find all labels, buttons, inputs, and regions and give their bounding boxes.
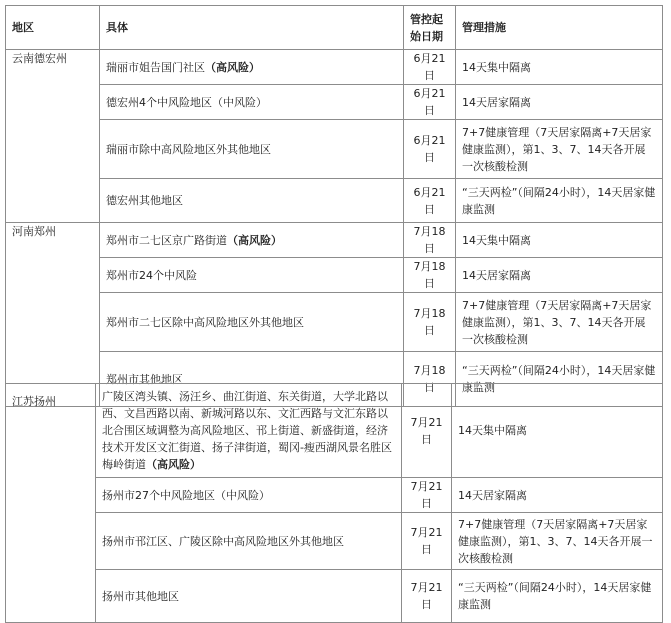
- table-row: [6, 50, 663, 85]
- table-row: [6, 223, 663, 258]
- region-label: 云南德宏州: [12, 52, 67, 65]
- measure-cell: 14天居家隔离: [452, 478, 663, 513]
- detail-cell: 瑞丽市姐告国门社区（高风险）: [100, 50, 404, 85]
- region-cell-empty: [6, 478, 96, 513]
- date-cell: 6月21日: [404, 85, 456, 120]
- measure-cell: 7+7健康管理（7天居家隔离+7天居家健康监测），第1、3、7、14天各开展一次核酸检测: [456, 293, 663, 352]
- date-cell: 6月21日: [404, 120, 456, 179]
- detail-cell: 扬州市其他地区: [96, 570, 402, 623]
- detail-cell: 扬州市邗江区、广陵区除中高风险地区外其他地区: [96, 513, 402, 570]
- region-cell-empty: [6, 120, 100, 179]
- detail-cell: 郑州市其他地区: [100, 352, 404, 407]
- region-cell-empty: [6, 85, 100, 120]
- header-measure: 管理措施: [456, 6, 663, 50]
- measure-cell: 7+7健康管理（7天居家隔离+7天居家健康监测），第1、3、7、14天各开展一次核酸检测: [452, 513, 663, 570]
- date-cell: 7月18日: [404, 352, 456, 407]
- region-label: 江苏扬州: [12, 395, 56, 408]
- measure-cell: 14天居家隔离: [456, 258, 663, 293]
- detail-cell: 郑州市二七区除中高风险地区外其他地区: [100, 293, 404, 352]
- table-row: [6, 120, 663, 179]
- table-row: [6, 384, 663, 478]
- table-row: [6, 570, 663, 623]
- table-row: [6, 293, 663, 352]
- date-cell: 7月18日: [404, 258, 456, 293]
- region-cell-empty: [6, 513, 96, 570]
- risk-label: （高风险）: [205, 60, 260, 74]
- measure-cell: 14天集中隔离: [452, 384, 663, 478]
- measure-cell: 14天集中隔离: [456, 223, 663, 258]
- date-cell: 6月21日: [404, 179, 456, 223]
- control-table-bottom: [5, 383, 663, 623]
- table-row: [6, 478, 663, 513]
- table-row: [6, 513, 663, 570]
- detail-cell: 德宏州其他地区: [100, 179, 404, 223]
- risk-label: （高风险）: [146, 458, 201, 471]
- date-cell: 7月18日: [404, 223, 456, 258]
- measure-cell: 14天居家隔离: [456, 85, 663, 120]
- region-cell: [6, 223, 100, 258]
- detail-cell: 郑州市24个中风险: [100, 258, 404, 293]
- header-date: 管控起始日期: [404, 6, 456, 50]
- region-cell-empty: [6, 570, 96, 623]
- detail-cell: 郑州市二七区京广路街道（高风险）: [100, 223, 404, 258]
- date-cell: 7月18日: [404, 293, 456, 352]
- date-cell: 7月21日: [402, 513, 452, 570]
- table-row: [6, 179, 663, 223]
- detail-cell: 瑞丽市除中高风险地区外其他地区: [100, 120, 404, 179]
- table-row: [6, 258, 663, 293]
- detail-cell: 德宏州4个中风险地区（中风险）: [100, 85, 404, 120]
- measure-cell: “三天两检”（间隔24小时），14天居家健康监测: [456, 179, 663, 223]
- date-cell: 7月21日: [402, 570, 452, 623]
- region-cell: [6, 384, 96, 478]
- region-cell-empty: [6, 179, 100, 223]
- region-cell-empty: [6, 258, 100, 293]
- table-header-row: [6, 6, 663, 50]
- measure-cell: “三天两检”（间隔24小时），14天居家健康监测: [452, 570, 663, 623]
- header-region: 地区: [6, 6, 100, 50]
- table-row: [6, 85, 663, 120]
- detail-cell: 扬州市27个中风险地区（中风险）: [96, 478, 402, 513]
- region-cell: [6, 50, 100, 85]
- detail-cell: 广陵区湾头镇、汤汪乡、曲江街道、东关街道，大学北路以西、文昌西路以南、新城河路以东、文汇西路与文汇东路以北合围区域调整为高风险地区、邗上街道、新盛街道，经济技术开发区文汇街道、扬子津街道，蜀冈-瘦西湖风景名胜区梅岭街道（高风险）: [96, 384, 402, 478]
- measure-cell: 14天集中隔离: [456, 50, 663, 85]
- control-table-top: [5, 5, 663, 407]
- risk-label: （高风险）: [227, 233, 282, 247]
- measure-cell: 7+7健康管理（7天居家隔离+7天居家健康监测），第1、3、7、14天各开展一次核酸检测: [456, 120, 663, 179]
- measure-cell: “三天两检”（间隔24小时），14天居家健康监测: [456, 352, 663, 407]
- header-detail: 具体: [100, 6, 404, 50]
- date-cell: 7月21日: [402, 384, 452, 478]
- date-cell: 7月21日: [402, 478, 452, 513]
- region-cell-empty: [6, 293, 100, 352]
- region-label: 河南郑州: [12, 225, 56, 238]
- date-cell: 6月21日: [404, 50, 456, 85]
